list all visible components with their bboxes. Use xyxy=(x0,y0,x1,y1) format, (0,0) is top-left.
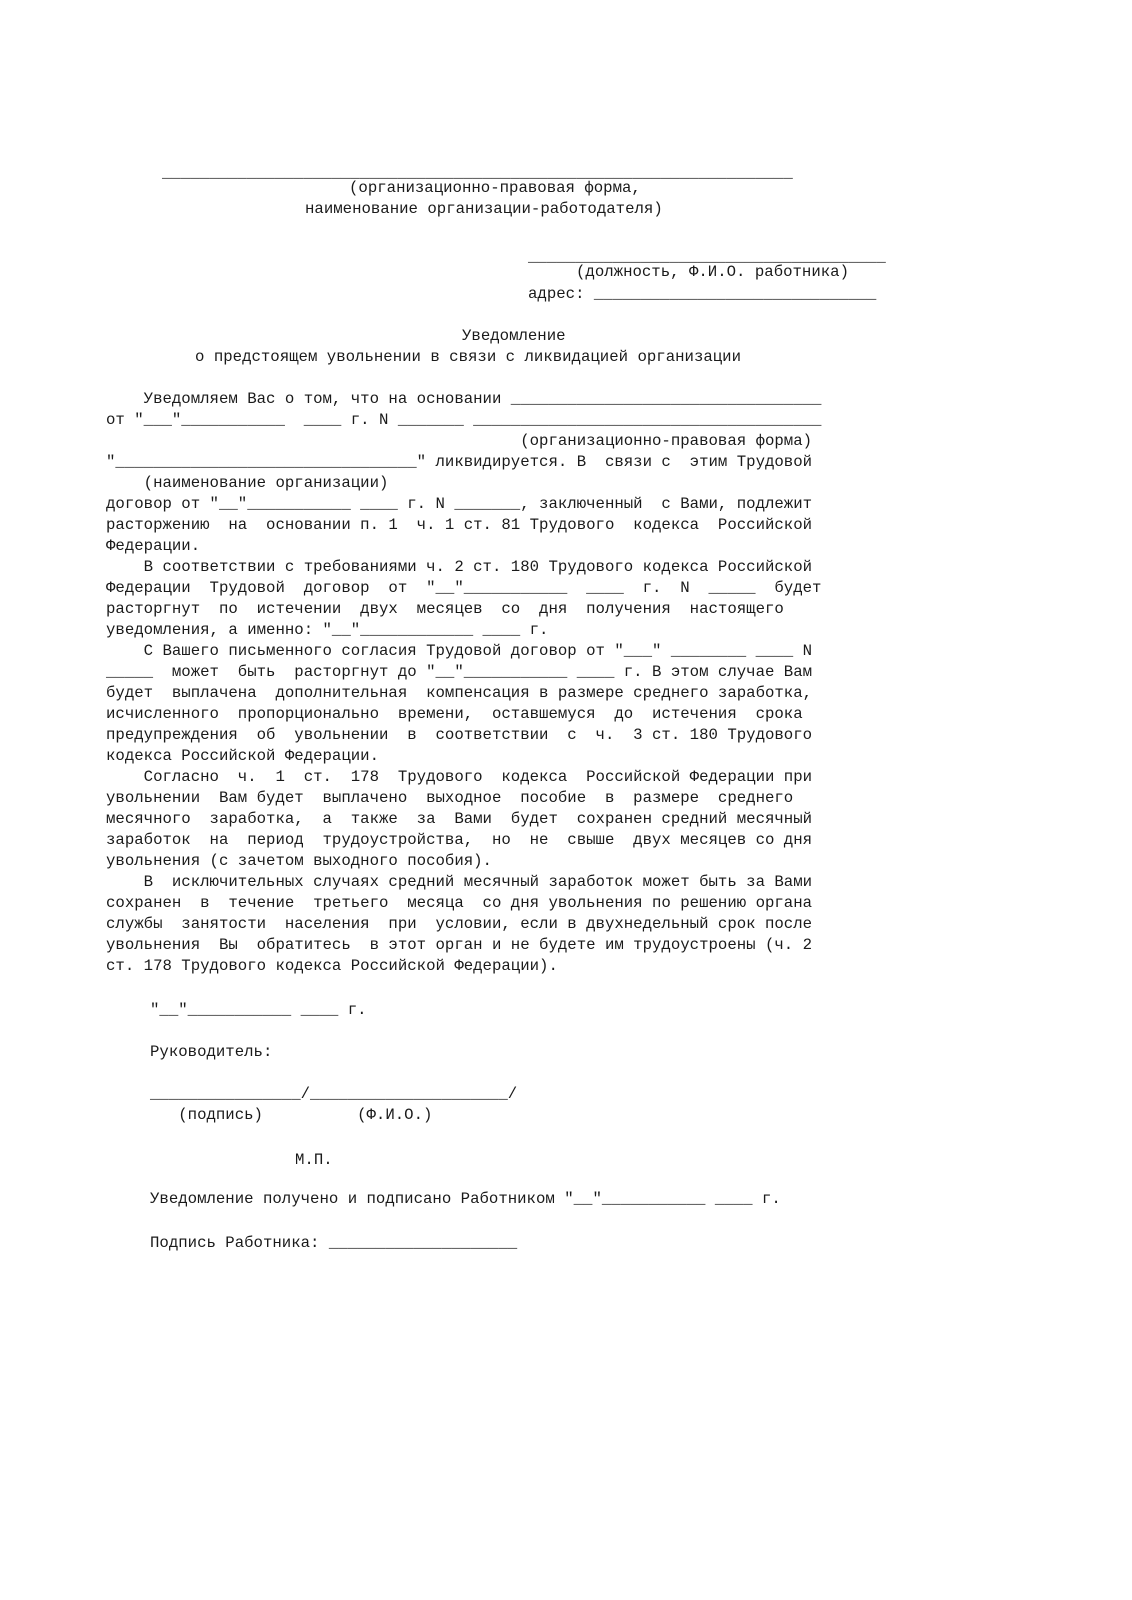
body-line: расторжению на основании п. 1 ч. 1 ст. 81 Трудового кодекса Российской xyxy=(106,516,813,534)
body-line: (организационно-правовая форма) xyxy=(106,432,813,450)
body-line: С Вашего письменного согласия Трудовой договор от "___" ________ ____ N xyxy=(106,642,813,660)
org-caption-1: (организационно-правовая форма, xyxy=(349,179,641,197)
head-signature-caption: (подпись) (Ф.И.О.) xyxy=(150,1106,433,1124)
body-line: Федерации Трудовой договор от "__"___________ ____ г. N _____ будет xyxy=(106,579,822,597)
body-line: увольнения (с зачетом выходного пособия). xyxy=(106,852,492,870)
body-line: увольнении Вам будет выплачено выходное пособие в размере среднего xyxy=(106,789,794,807)
body-line: предупреждения об увольнении в соответствии с ч. 3 ст. 180 Трудового xyxy=(106,726,813,744)
body-line: будет выплачена дополнительная компенсация в размере среднего заработка, xyxy=(106,684,813,702)
employee-caption: (должность, Ф.И.О. работника) xyxy=(576,263,850,281)
body-line: исчисленного пропорционально времени, оставшемуся до истечения срока xyxy=(106,705,803,723)
employee-address: адрес: ______________________________ xyxy=(528,285,877,303)
body-line: от "___"___________ ____ г. N _______ _____________________________________ xyxy=(106,411,822,429)
employee-signature-line: Подпись Работника: ____________________ xyxy=(150,1234,518,1252)
body-line: (наименование организации) xyxy=(106,474,389,492)
body-line: месячного заработка, а также за Вами будет сохранен средний месячный xyxy=(106,810,813,828)
org-name-line: ___________________________________________________________________ xyxy=(162,164,793,182)
stamp-place: М.П. xyxy=(295,1151,333,1169)
body-line: расторгнут по истечении двух месяцев со дня получения настоящего xyxy=(106,600,784,618)
body-line: службы занятости населения при условии, если в двухнедельный срок после xyxy=(106,915,813,933)
body-line: _____ может быть расторгнут до "__"___________ ____ г. В этом случае Вам xyxy=(106,663,813,681)
notice-date: "__"___________ ____ г. xyxy=(150,1001,367,1019)
body-line: сохранен в течение третьего месяца со дня увольнения по решению органа xyxy=(106,894,813,912)
body-line: Согласно ч. 1 ст. 178 Трудового кодекса Российской Федерации при xyxy=(106,768,813,786)
org-caption-2: наименование организации-работодателя) xyxy=(305,200,663,218)
body-line: кодекса Российской Федерации. xyxy=(106,747,380,765)
body-line: заработок на период трудоустройства, но не свыше двух месяцев со дня xyxy=(106,831,813,849)
head-signature-line: ________________/_____________________/ xyxy=(150,1085,518,1103)
employee-line: ______________________________________ xyxy=(528,248,886,266)
body-line: увольнения Вы обратитесь в этот орган и не будете им трудоустроены (ч. 2 xyxy=(106,936,813,954)
body-line: ст. 178 Трудового кодекса Российской Федерации). xyxy=(106,957,558,975)
body-line: уведомления, а именно: "__"____________ ____ г. xyxy=(106,621,549,639)
document-subtitle: о предстоящем увольнении в связи с ликвидацией организации xyxy=(195,348,742,366)
body-line: Уведомляем Вас о том, что на основании _________________________________ xyxy=(106,390,822,408)
received-statement: Уведомление получено и подписано Работником "__"___________ ____ г. xyxy=(150,1190,781,1208)
document-title: Уведомление xyxy=(462,327,566,345)
body-line: Федерации. xyxy=(106,537,201,555)
head-label: Руководитель: xyxy=(150,1043,273,1061)
body-line: В соответствии с требованиями ч. 2 ст. 180 Трудового кодекса Российской xyxy=(106,558,813,576)
body-line: договор от "__"___________ ____ г. N _______, заключенный с Вами, подлежит xyxy=(106,495,813,513)
body-line: В исключительных случаях средний месячный заработок может быть за Вами xyxy=(106,873,813,891)
body-line: "________________________________" ликвидируется. В связи с этим Трудовой xyxy=(106,453,813,471)
